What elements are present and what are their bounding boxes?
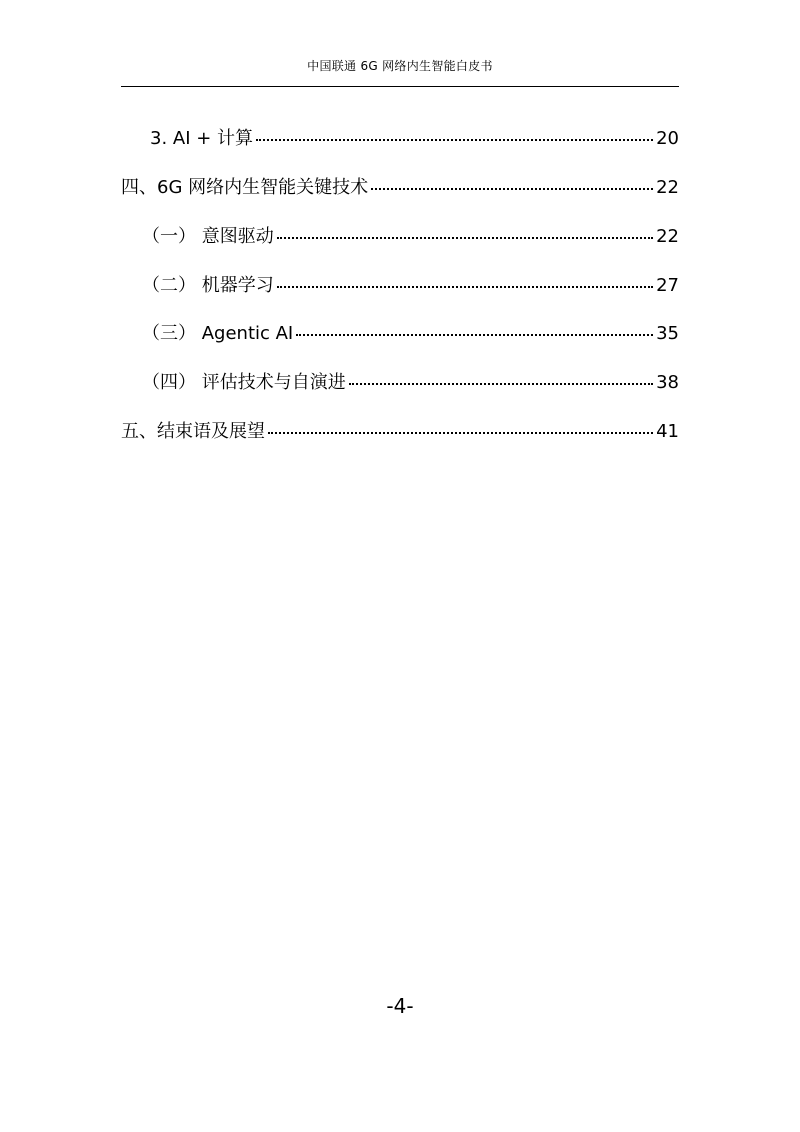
toc-entry-page: 22 xyxy=(656,226,679,247)
toc-entry-evaluation[interactable] xyxy=(142,371,679,395)
toc-entry-ai-computing[interactable] xyxy=(150,127,679,151)
toc-dot-leader xyxy=(277,237,653,239)
toc-entry-label: （四） 评估技术与自演进 xyxy=(142,372,346,393)
toc-entry-chapter-5[interactable] xyxy=(121,420,679,444)
toc-entry-label: 四、6G 网络内生智能关键技术 xyxy=(121,177,369,198)
toc-entry-chapter-4[interactable] xyxy=(121,176,679,200)
toc-entry-page: 35 xyxy=(656,323,679,344)
toc-entry-page: 41 xyxy=(656,421,679,442)
toc-entry-label: （二） 机器学习 xyxy=(142,275,274,296)
toc-entry-machine-learning[interactable] xyxy=(142,274,679,298)
toc-dot-leader xyxy=(256,139,653,141)
toc-entry-agentic-ai[interactable] xyxy=(142,322,679,346)
toc-entry-label: 3. AI + 计算 xyxy=(150,128,254,149)
toc-dot-leader xyxy=(296,334,653,336)
toc-entry-intent-driven[interactable] xyxy=(142,225,679,249)
toc-dot-leader xyxy=(349,383,653,385)
page-header: 中国联通 6G 网络内生智能白皮书 xyxy=(307,59,493,73)
page-number: -4- xyxy=(386,994,414,1018)
toc-entry-page: 20 xyxy=(656,128,679,149)
toc-dot-leader xyxy=(268,432,653,434)
toc-entry-label: （一） 意图驱动 xyxy=(142,226,274,247)
toc-entry-label: 五、结束语及展望 xyxy=(121,421,265,442)
toc-dot-leader xyxy=(371,188,653,190)
toc-entry-page: 22 xyxy=(656,177,679,198)
toc-dot-leader xyxy=(277,286,653,288)
toc-entry-label: （三） Agentic AI xyxy=(142,323,294,344)
toc-entry-page: 38 xyxy=(656,372,679,393)
toc-entry-page: 27 xyxy=(656,275,679,296)
